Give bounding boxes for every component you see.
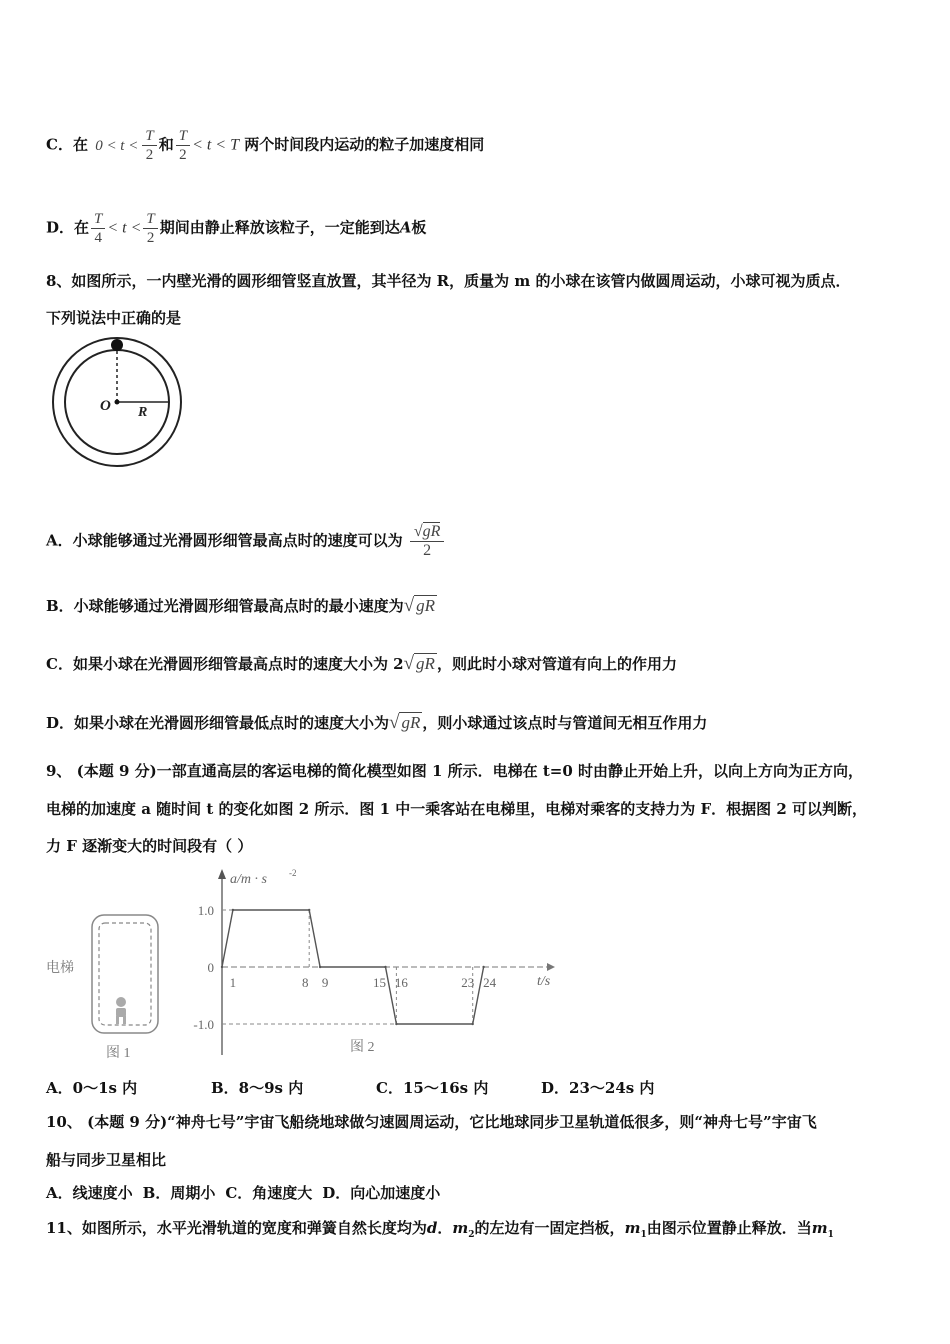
sqrt-expression: √ gR <box>403 653 435 674</box>
y-tick-label: 0 <box>207 960 214 975</box>
acceleration-time-chart <box>180 865 565 1065</box>
option-text: C．如果小球在光滑圆形细管最高点时的速度大小为 2 <box>46 655 404 673</box>
q9-options <box>46 1078 654 1098</box>
sqrt-expression: √ gR <box>389 712 421 733</box>
center-point <box>115 400 120 405</box>
q8-option-a <box>46 523 446 560</box>
x-tick-label: 8 <box>301 975 309 990</box>
q11-text: 11、如图所示，水平光滑轨道的宽度和弹簧自然长度均为 <box>46 1219 427 1237</box>
q10-stem-line1: 10、 (本题 9 分)“神舟七号”宇宙飞船绕地球做匀速圆周运动，它比地球同步卫星轨道低很多，则“神舟七号”宇宙飞 <box>46 1113 817 1131</box>
var-m1: m <box>624 1219 641 1237</box>
q11-stem-line1 <box>46 1218 834 1245</box>
var-m2: m <box>452 1219 469 1237</box>
elevator-label: 电梯 <box>46 961 74 976</box>
option-label: D．在 <box>46 218 90 237</box>
fraction-t-over-4: $\frac{T}{4}$ <box>91 210 105 247</box>
q9-stem-line1: 9、 (本题 9 分)一部直通高层的客运电梯的简化模型如图 1 所示．电梯在 t=0 时由静止开始上升，以向上方向为正方向， <box>46 762 863 780</box>
x-axis-arrow <box>547 963 555 971</box>
sqrt-expression: √ gR <box>403 595 436 616</box>
sub-2: 2 <box>468 1230 475 1240</box>
q9-option-a[interactable]: A．0～1s 内 <box>46 1079 138 1097</box>
data-point <box>308 909 310 911</box>
ball <box>111 339 123 351</box>
option-text: 期间由静止释放该粒子，一定能到达 <box>159 218 400 237</box>
var-d: d <box>426 1219 438 1237</box>
inequality-1 <box>95 137 138 155</box>
y-axis-label-exponent: -2 <box>289 868 297 878</box>
q9-option-d[interactable]: D．23～24s 内 <box>541 1079 655 1097</box>
q8-option-b <box>46 596 437 616</box>
option-text-end: 板 <box>411 218 427 237</box>
q9-option-c[interactable]: C．15～16s 内 <box>376 1079 489 1097</box>
q8-stem-line1: 8、如图所示，一内壁光滑的圆形细管竖直放置，其半径为 R，质量为 m 的小球在该管内做圆周运动，小球可视为质点． <box>46 272 851 290</box>
y-tick-label: -1.0 <box>193 1017 214 1032</box>
fig1-caption: 图 1 <box>106 1046 131 1061</box>
sub-1: 1 <box>640 1230 647 1240</box>
var-m1b: m <box>811 1219 828 1237</box>
sub-1b: 1 <box>827 1230 834 1240</box>
x-tick-label: 9 <box>321 975 329 990</box>
option-text: 两个时间段内运动的粒子加速度相同 <box>244 135 485 154</box>
data-point <box>395 1023 397 1025</box>
data-point <box>319 966 321 968</box>
x-tick-label: 16 <box>394 975 408 990</box>
fraction-t-over-2: $\frac{T}{2}$ <box>142 127 156 164</box>
q7-option-c <box>46 127 484 164</box>
option-text: D．如果小球在光滑圆形细管最低点时的速度大小为 <box>46 714 390 732</box>
option-text-end: ，则此时小球对管道有向上的作用力 <box>436 655 677 673</box>
ineq-right: < t < T <box>192 136 239 154</box>
fig2-caption: 图 2 <box>350 1040 375 1055</box>
ineq-mid: < t < <box>107 219 142 237</box>
y-axis-arrow <box>218 869 226 879</box>
q11-punct: ． <box>437 1219 453 1237</box>
q10-option-c[interactable]: C．角速度大 <box>225 1184 313 1202</box>
passenger-icon <box>116 997 126 1024</box>
radius-label: R <box>138 405 148 420</box>
q9-elevator-figure <box>44 910 174 1065</box>
fraction-t-over-2b: $\frac{T}{2}$ <box>176 127 190 164</box>
q9-stem-line3: 力 F 逐渐变大的时间段有（ ） <box>46 837 253 855</box>
q8-stem-line2: 下列说法中正确的是 <box>46 309 182 327</box>
fraction-t-over-2c: $\frac{T}{2}$ <box>143 210 157 247</box>
plate-variable: A <box>399 218 412 237</box>
option-text-end: ，则小球通过该点时与管道间无相互作用力 <box>422 714 708 732</box>
sqrt-fraction: $\frac{√gR}{2}$ <box>410 523 445 560</box>
q11-text-3: 由图示位置静止释放．当 <box>646 1219 812 1237</box>
option-text: A．小球能够通过光滑圆形细管最高点时的速度可以为 <box>46 531 403 550</box>
q8-option-c <box>46 654 677 674</box>
q10-option-a[interactable]: A．线速度小 <box>46 1184 133 1202</box>
option-text: B．小球能够通过光滑圆形细管最高点时的最小速度为 <box>46 597 404 615</box>
data-point <box>472 1023 474 1025</box>
center-label: O <box>100 398 111 414</box>
q7-option-d <box>46 210 426 247</box>
q10-option-b[interactable]: B．周期小 <box>142 1184 216 1202</box>
connector-text: 和 <box>158 135 174 154</box>
data-point <box>482 966 484 968</box>
x-tick-label: 1 <box>229 975 237 990</box>
data-point <box>221 966 223 968</box>
x-axis-label: t/s <box>537 974 551 989</box>
x-tick-label: 24 <box>483 975 497 990</box>
data-point <box>384 966 386 968</box>
y-tick-label: 1.0 <box>197 903 214 918</box>
q10-option-d[interactable]: D．向心加速度小 <box>322 1184 441 1202</box>
q11-text-2: 的左边有一固定挡板， <box>474 1219 625 1237</box>
x-tick-label: 15 <box>373 975 386 990</box>
x-tick-label: 23 <box>461 975 475 990</box>
q9-stem-line2: 电梯的加速度 a 随时间 t 的变化如图 2 所示．图 1 中一乘客站在电梯里，电梯对乘客的支持力为 F．根据图 2 可以判断， <box>46 800 868 818</box>
q8-option-d <box>46 713 707 733</box>
data-point <box>232 909 234 911</box>
option-label: C．在 <box>46 135 88 154</box>
q10-stem-line2: 船与同步卫星相比 <box>46 1151 167 1169</box>
y-axis-label: a/m · s <box>230 872 267 887</box>
q8-tube-figure <box>46 334 186 469</box>
q10-options <box>46 1183 440 1203</box>
ineq-left: 0 < t < <box>95 137 139 154</box>
q9-option-b[interactable]: B．8～9s 内 <box>211 1079 304 1097</box>
